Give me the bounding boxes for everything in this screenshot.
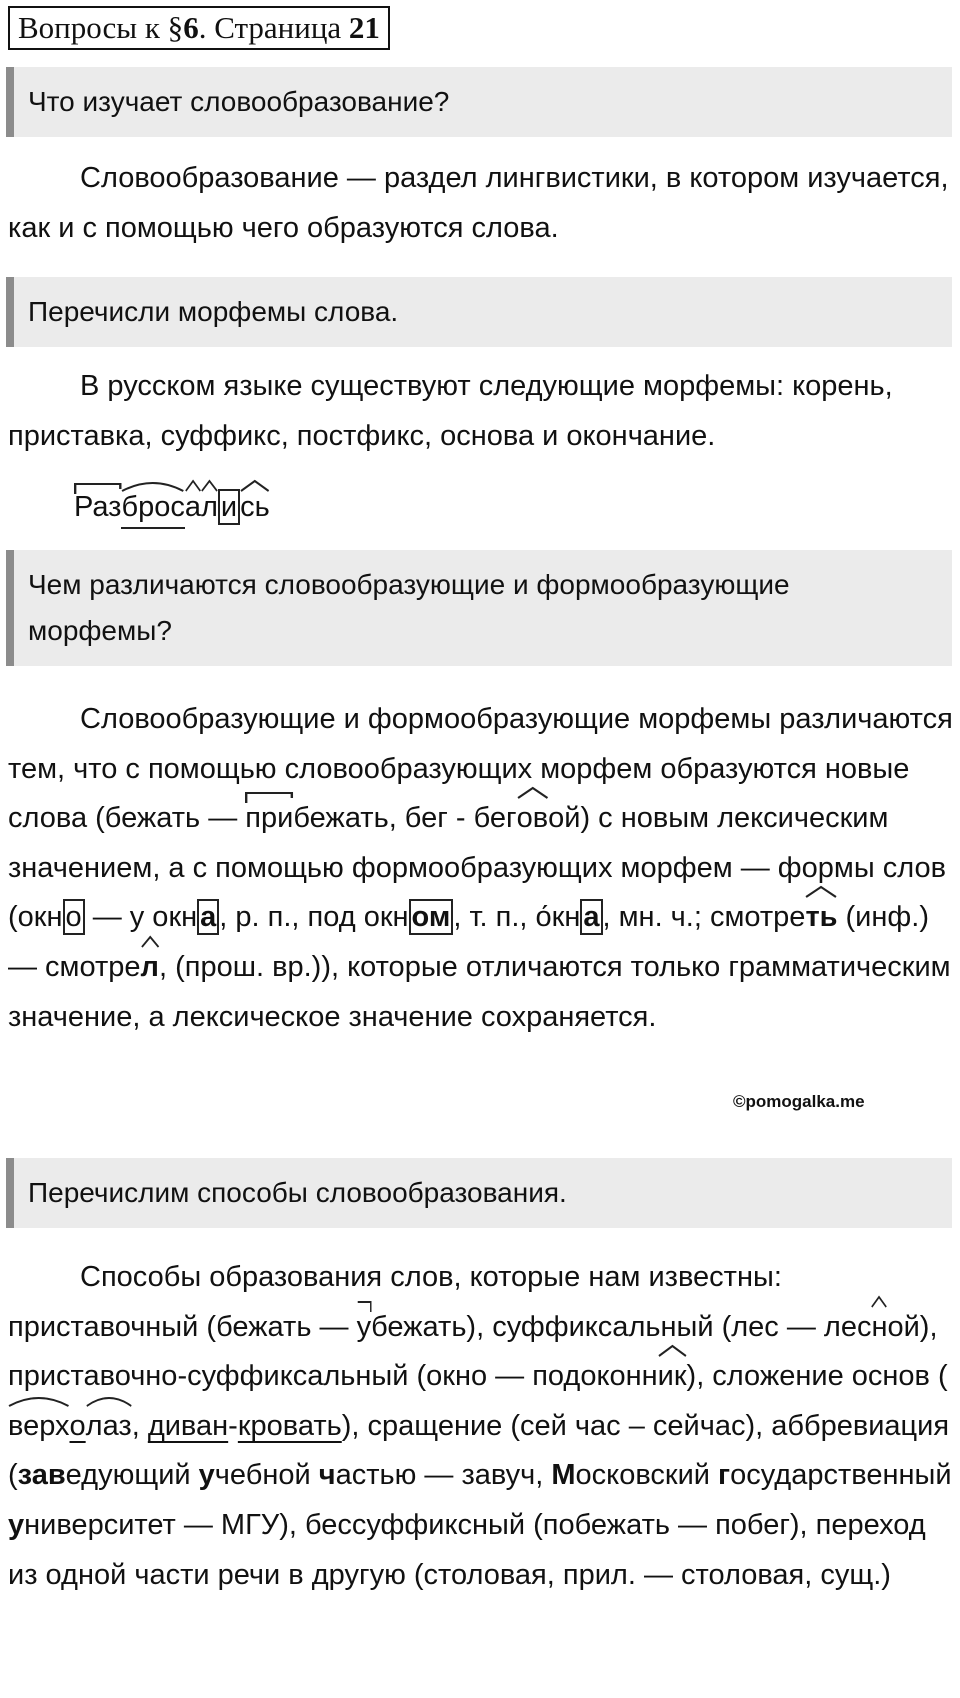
- suffix-t: ть: [805, 893, 837, 943]
- suffix-morpheme-1: а: [185, 487, 201, 527]
- root-morpheme: брос: [121, 487, 184, 529]
- answer-1: Словообразование — раздел лингвистики, в котором изучается, как и с помощью чего образуются слова.: [8, 162, 949, 244]
- morpheme-word: [74, 487, 270, 529]
- page-header: [8, 6, 390, 50]
- connector-o: о: [69, 1409, 86, 1442]
- watermark: ©pomogalka.me: [733, 1092, 865, 1111]
- question-1: Что изучает словообразование?: [6, 67, 952, 137]
- header-middle: . Страница: [198, 10, 349, 45]
- header-page: 21: [348, 10, 380, 45]
- prefix-u: у: [357, 1303, 372, 1353]
- header-section: 6: [183, 10, 199, 45]
- header-prefix: Вопросы к §: [18, 10, 184, 45]
- answer-3: Словообразующие и формообразующие морфемы различаются тем, что с помощью словообразующих морфем образуются новые слова (бежать — прибежать, бег - бег овой) с новым лексическим значением, а с помощью формообразующих морфем — формы слов (окн о — у окн а , р. п., под окн ом , т. п., о́кн а , мн. ч.; смотре ть (инф.) — смотре л, (прош. вр.)), которые отличаются только грамматическим значение, а лексическое значение сохраняется.: [8, 703, 953, 1033]
- word-krovat: кровать: [237, 1409, 342, 1442]
- ending-morpheme: и: [218, 489, 240, 525]
- question-4: Перечислим способы словообразования.: [6, 1158, 952, 1228]
- suffix-ik: ик: [658, 1352, 687, 1402]
- ending-a-2: а: [580, 899, 602, 935]
- root-laz: лаз: [86, 1402, 132, 1452]
- ending-a-1: а: [197, 899, 219, 935]
- root-verh: верх: [8, 1402, 70, 1452]
- ending-om: ом: [409, 899, 454, 935]
- suffix-morpheme-2: л: [201, 487, 218, 527]
- postfix-morpheme: сь: [240, 487, 270, 527]
- question-3: Чем различаются словообразующие и формообразующие морфемы?: [6, 550, 952, 666]
- suffix-n: н: [871, 1303, 887, 1353]
- answer-2: В русском языке существуют следующие морфемы: корень, приставка, суффикс, постфикс, основа и окончание.: [8, 370, 893, 452]
- answer-4: Способы образования слов, которые нам известны: приставочный (бежать — убежать), суффиксальный (лес — лес ной), приставочно-суффиксальный (окно — подоконн ик), сложение основ ( верхо лаз, диван-кровать), сращение (сей час – сейчас), аббревиация (заведующий учебной частью — завуч, Московский государственный университет — МГУ), бессуффиксный (побежать — побег), переход из одной части речи в другую (столовая, прил. — столовая, сущ.): [8, 1261, 952, 1591]
- prefix-pri: при: [245, 794, 293, 844]
- ending-o: о: [63, 899, 85, 935]
- prefix-morpheme: Раз: [74, 487, 121, 527]
- word-divan: диван: [147, 1409, 229, 1442]
- suffix-l: л: [141, 943, 159, 993]
- suffix-ov: ов: [517, 794, 549, 844]
- question-2: Перечисли морфемы слова.: [6, 277, 952, 347]
